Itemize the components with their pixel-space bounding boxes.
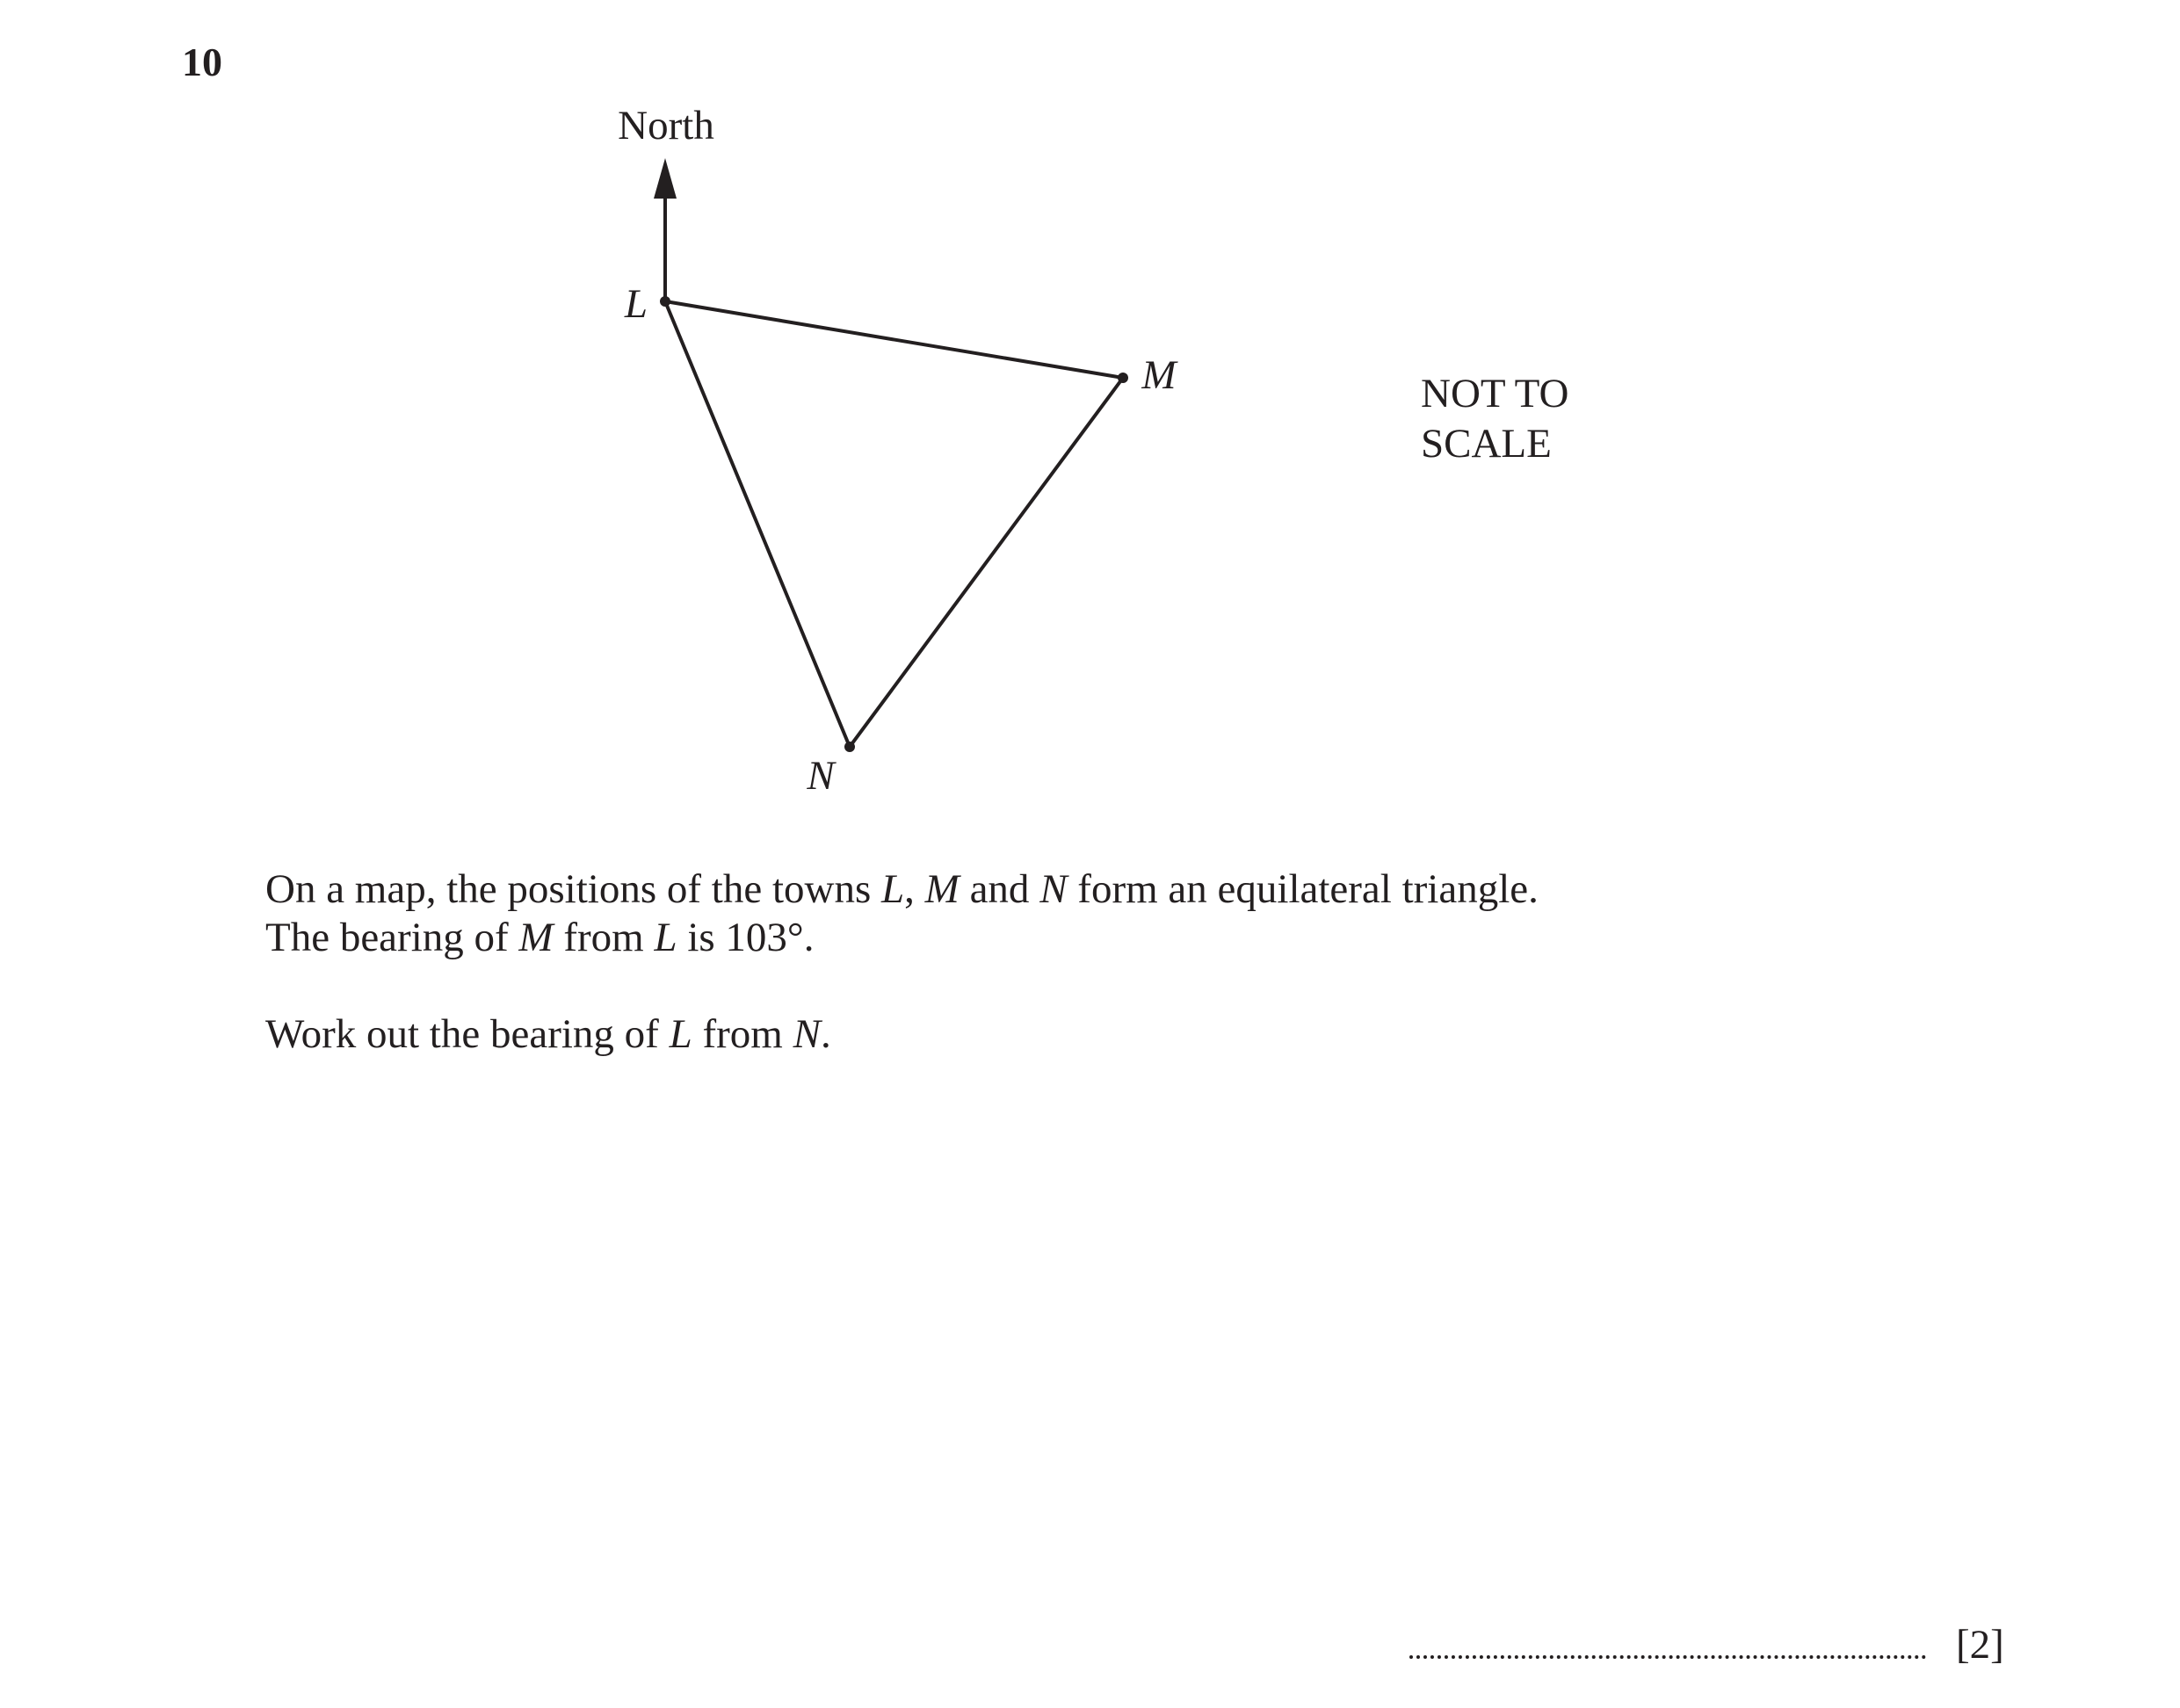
- var-l: L: [654, 915, 677, 960]
- point-n-dot: [844, 742, 855, 752]
- text-segment: and: [959, 866, 1040, 912]
- point-n-label: N: [807, 753, 835, 799]
- text-segment: ,: [904, 866, 925, 912]
- var-n: N: [793, 1011, 821, 1057]
- text-segment: .: [820, 1011, 831, 1057]
- var-n: N: [1039, 866, 1068, 912]
- question-text: [265, 865, 1539, 1059]
- var-l: L: [881, 866, 905, 912]
- answer-line[interactable]: [1409, 1655, 1926, 1659]
- question-number: 10: [182, 40, 222, 84]
- not-to-scale-line-2: SCALE: [1421, 421, 1552, 467]
- question-line-3: [265, 1010, 1539, 1059]
- marks-label: [2]: [1956, 1622, 2004, 1668]
- point-m-dot: [1118, 373, 1128, 383]
- north-label: North: [618, 103, 714, 148]
- var-m: M: [518, 915, 554, 960]
- not-to-scale-note: [1421, 369, 1568, 469]
- text-segment: from: [553, 915, 655, 960]
- triangle-lmn: [665, 301, 1123, 747]
- question-line-1: [265, 865, 1539, 914]
- text-segment: The bearing of: [265, 915, 519, 960]
- text-segment: is 103°.: [677, 915, 815, 960]
- not-to-scale-line-1: NOT TO: [1421, 371, 1569, 416]
- text-segment: from: [692, 1011, 793, 1057]
- point-m-label: M: [1141, 352, 1177, 398]
- question-line-2: [265, 914, 1539, 962]
- text-segment: Work out the bearing of: [265, 1011, 670, 1057]
- answer-area: [1409, 1618, 2007, 1671]
- point-l-dot: [660, 296, 670, 307]
- var-m: M: [924, 866, 960, 912]
- var-l: L: [669, 1011, 692, 1057]
- north-arrow-head: [654, 158, 677, 199]
- text-segment: On a map, the positions of the towns: [265, 866, 882, 912]
- point-l-label: L: [624, 281, 648, 327]
- text-segment: form an equilateral triangle.: [1067, 866, 1539, 912]
